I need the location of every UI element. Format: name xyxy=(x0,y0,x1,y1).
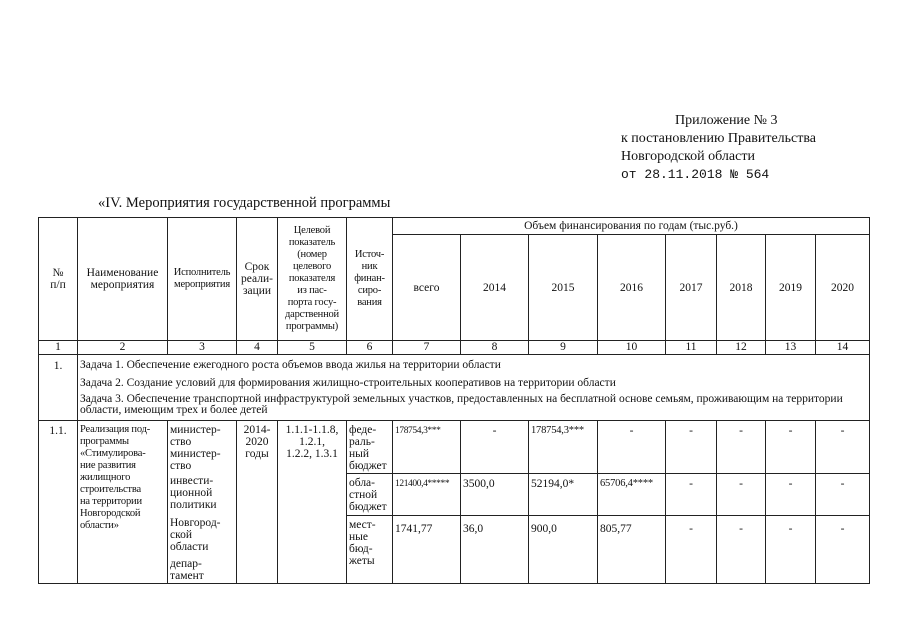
column-number: 11 xyxy=(666,341,717,355)
source-line: ный xyxy=(349,448,370,460)
source-line: бюджет xyxy=(349,460,387,472)
column-number: 2 xyxy=(78,341,168,355)
header-source-line: ник xyxy=(361,261,378,272)
item-executor-line: политики xyxy=(170,498,217,511)
program-table xyxy=(38,217,870,584)
source-line: раль- xyxy=(349,436,375,448)
header-source-line: вания xyxy=(357,297,382,308)
header-financing: Объем финансирования по годам (тыс.руб.) xyxy=(393,218,870,235)
item-executor xyxy=(168,421,237,474)
item-executor-line: ской xyxy=(170,528,193,541)
item-name-line: «Стимулирова- xyxy=(80,448,146,459)
item-name-line: программы xyxy=(80,436,129,447)
header-year: 2015 xyxy=(529,235,598,341)
column-number: 4 xyxy=(237,341,278,355)
item-name-line: жилищного xyxy=(80,472,131,483)
header-year: 2019 xyxy=(766,235,816,341)
header-source-line: Источ- xyxy=(354,249,385,260)
item-executor-cont xyxy=(168,474,237,516)
header-num-line: № xyxy=(52,267,64,279)
appendix-line-resolution: к постановлению Правительства xyxy=(621,131,817,146)
header-name-line: Наименование xyxy=(86,267,159,279)
header-indicator-line: (номер xyxy=(297,249,327,260)
column-number: 14 xyxy=(816,341,870,355)
source-line: ные xyxy=(349,531,368,543)
item-executor-line: Новгород- xyxy=(170,516,221,529)
header-source-line: финан- xyxy=(354,273,385,284)
header-executor-line: Исполнитель xyxy=(173,267,231,278)
value-total: 178754,3*** xyxy=(393,421,461,474)
task-3: Задача 3. Обеспечение транспортной инфраструктурой земельных участков, предоставленных на бесплатной основе семьям, проживающим на территории области, имеющим трех и более детей xyxy=(80,393,843,416)
header-indicator-line: целевого xyxy=(292,261,331,272)
value-2020: - xyxy=(816,474,870,516)
item-executor-line: депар- xyxy=(170,557,202,570)
header-num xyxy=(39,218,78,341)
item-term-line: 2020 xyxy=(245,436,269,448)
item-name-line: Новгородской xyxy=(80,508,141,519)
item-number: 1.1. xyxy=(39,421,78,584)
item-name-line: Реализация под- xyxy=(80,424,151,435)
column-number: 5 xyxy=(278,341,347,355)
header-indicator xyxy=(278,218,347,341)
item-term-line: 2014- xyxy=(243,424,271,436)
header-row-1 xyxy=(39,218,870,235)
column-number: 1 xyxy=(39,341,78,355)
value-2015: 900,0 xyxy=(529,516,598,584)
column-number: 12 xyxy=(717,341,766,355)
item-executor-line: инвести- xyxy=(170,474,214,487)
value-2018: - xyxy=(717,516,766,584)
header-indicator-line: программы) xyxy=(285,321,339,332)
header-indicator-line: из пас- xyxy=(297,285,327,296)
value-2016: 65706,4**** xyxy=(598,474,666,516)
value-2016: 805,77 xyxy=(598,516,666,584)
item-term xyxy=(237,421,278,584)
header-executor-line: мероприятия xyxy=(174,279,230,290)
header-year: 2018 xyxy=(717,235,766,341)
item-name xyxy=(78,421,168,584)
source-line: обла- xyxy=(349,477,375,489)
source-local xyxy=(347,516,393,584)
column-number: 9 xyxy=(529,341,598,355)
header-name xyxy=(78,218,168,341)
item-indicator xyxy=(278,421,347,584)
header-term-line: реали- xyxy=(241,273,273,285)
value-2015: 178754,3*** xyxy=(529,421,598,474)
appendix-title: Приложение № 3 xyxy=(675,113,778,128)
item-name-line: ние развития xyxy=(80,460,136,471)
column-number: 13 xyxy=(766,341,816,355)
column-number-row xyxy=(39,341,870,355)
value-2015: 52194,0* xyxy=(529,474,598,516)
header-indicator-line: порта госу- xyxy=(287,297,337,308)
value-total: 1741,77 xyxy=(393,516,461,584)
header-term xyxy=(237,218,278,341)
item-indicator-line: 1.2.1, xyxy=(299,436,325,448)
column-number: 8 xyxy=(461,341,529,355)
value-2019: - xyxy=(766,516,816,584)
value-2020: - xyxy=(816,516,870,584)
header-indicator-line: показателя xyxy=(288,273,336,284)
value-2018: - xyxy=(717,474,766,516)
value-total: 121400,4***** xyxy=(393,474,461,516)
header-year: 2020 xyxy=(816,235,870,341)
value-2019: - xyxy=(766,421,816,474)
item-indicator-line: 1.2.2, 1.3.1 xyxy=(286,448,338,460)
header-indicator-line: дарственной xyxy=(285,309,339,320)
section-row xyxy=(39,355,870,421)
value-2020: - xyxy=(816,421,870,474)
value-2014: 3500,0 xyxy=(461,474,529,516)
item-name-line: области» xyxy=(80,520,119,531)
value-2017: - xyxy=(666,421,717,474)
value-2017: - xyxy=(666,474,717,516)
source-line: жеты xyxy=(349,555,375,567)
section-number: 1. xyxy=(39,355,78,421)
item-name-line: на территории xyxy=(80,496,142,507)
header-executor xyxy=(168,218,237,341)
header-indicator-line: показатель xyxy=(288,237,336,248)
source-regional xyxy=(347,474,393,516)
header-year: 2014 xyxy=(461,235,529,341)
header-year: 2016 xyxy=(598,235,666,341)
header-total: всего xyxy=(393,235,461,341)
column-number: 3 xyxy=(168,341,237,355)
column-number: 7 xyxy=(393,341,461,355)
value-2017: - xyxy=(666,516,717,584)
task-1: Задача 1. Обеспечение ежегодного роста объемов ввода жилья на территории области xyxy=(80,359,501,371)
source-line: мест- xyxy=(349,519,376,531)
item-name-line: строительства xyxy=(80,484,141,495)
header-term-line: зации xyxy=(242,285,272,297)
value-2019: - xyxy=(766,474,816,516)
header-num-line: п/п xyxy=(50,279,66,291)
item-executor-line: тамент xyxy=(170,569,204,582)
value-2018: - xyxy=(717,421,766,474)
section-tasks xyxy=(78,355,870,421)
source-line: бюджет xyxy=(349,501,387,513)
source-line: феде- xyxy=(349,424,377,436)
item-executor-line: области xyxy=(170,540,209,553)
header-source-line: сиро- xyxy=(357,285,382,296)
task-2: Задача 2. Создание условий для формирования жилищно-строительных кооперативов на территории области xyxy=(80,377,616,389)
appendix-line-region: Новгородской области xyxy=(621,149,755,164)
item-executor-line: ционной xyxy=(170,486,213,499)
appendix-line-date: от 28.11.2018 № 564 xyxy=(621,167,770,182)
header-name-line: мероприятия xyxy=(90,279,155,291)
appendix-block xyxy=(621,112,816,184)
item-executor-cont xyxy=(168,516,237,584)
source-line: бюд- xyxy=(349,543,373,555)
item-term-line: годы xyxy=(245,448,269,460)
section-title: «IV. Мероприятия государственной программы xyxy=(98,195,391,211)
header-term-line: Срок xyxy=(244,261,270,273)
value-2014: 36,0 xyxy=(461,516,529,584)
item-indicator-line: 1.1.1-1.1.8, xyxy=(285,424,339,436)
source-federal xyxy=(347,421,393,474)
value-2016: - xyxy=(598,421,666,474)
header-source xyxy=(347,218,393,341)
column-number: 6 xyxy=(347,341,393,355)
item-executor-line: ство xyxy=(170,436,192,448)
item-executor-line: министер- xyxy=(170,424,221,436)
value-2014: - xyxy=(461,421,529,474)
item-executor-line: министер- xyxy=(170,448,221,460)
source-line: стной xyxy=(349,489,378,501)
header-indicator-line: Целевой xyxy=(293,225,331,236)
item-executor-line: ство xyxy=(170,460,192,472)
item-row-federal xyxy=(39,421,870,474)
header-year: 2017 xyxy=(666,235,717,341)
column-number: 10 xyxy=(598,341,666,355)
